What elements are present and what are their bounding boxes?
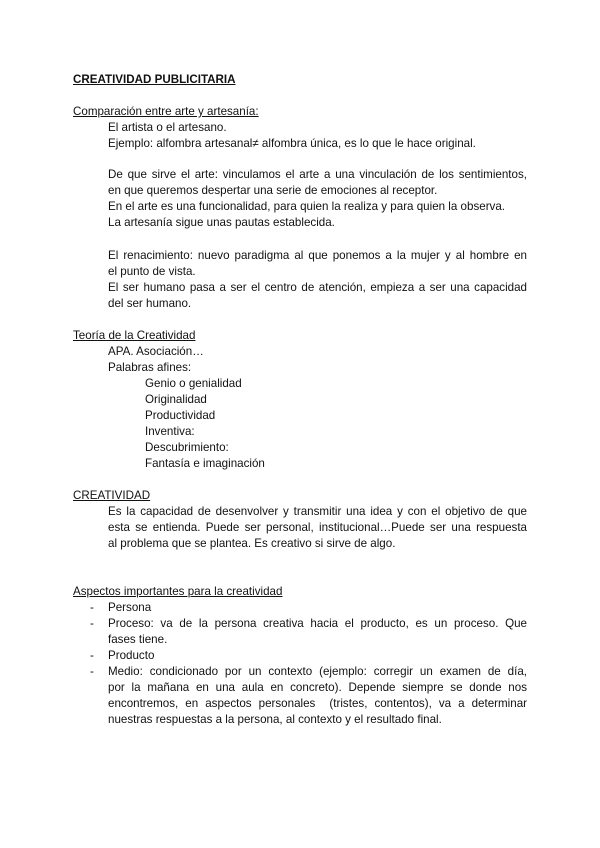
paragraph-line: en que queremos despertar una serie de emociones al receptor. <box>108 184 438 197</box>
paragraph-line: Palabras afines: <box>108 361 192 374</box>
section-heading-teoria: Teoría de la Creatividad <box>73 329 196 342</box>
list-item: Producto <box>108 649 155 662</box>
paragraph-line: De que sirve el arte: vinculamos el arte a una vinculación de los sentimientos, <box>108 168 527 181</box>
section-heading-arte-artesania: Comparación entre arte y artesanía: <box>73 105 259 118</box>
list-item-continuation: encontremos, en aspectos personales (tristes, contentos), va a determinar <box>108 697 527 710</box>
paragraph-line: al problema que se plantea. Es creativo si sirve de algo. <box>108 537 396 550</box>
bullet-marker: - <box>90 601 94 614</box>
document-title: CREATIVIDAD PUBLICITARIA <box>73 73 236 86</box>
list-item-continuation: nuestras respuestas a la persona, al contexto y el resultado final. <box>108 713 442 726</box>
bullet-marker: - <box>90 617 94 630</box>
section-heading-aspectos: Aspectos importantes para la creatividad <box>73 585 283 598</box>
paragraph-line: En el arte es una funcionalidad, para quien la realiza y para quien la observa. <box>108 200 506 213</box>
list-item: Genio o genialidad <box>145 377 242 390</box>
list-item-continuation: por la mañana en una aula en concreto). Depende siempre se donde nos <box>108 681 527 694</box>
paragraph-line: El artista o el artesano. <box>108 121 227 134</box>
list-item: Medio: condicionado por un contexto (ejemplo: corregir un examen de día, <box>108 665 527 678</box>
paragraph-line: Es la capacidad de desenvolver y transmitir una idea y con el objetivo de que <box>108 505 527 518</box>
paragraph-line: del ser humano. <box>108 297 192 310</box>
list-item: Descubrimiento: <box>145 441 229 454</box>
paragraph-line: APA. Asociación… <box>108 345 204 358</box>
paragraph-line: el punto de vista. <box>108 265 196 278</box>
paragraph-line: esta se entienda. Puede ser personal, institucional…Puede ser una respuesta <box>108 521 527 534</box>
list-item: Originalidad <box>145 393 207 406</box>
paragraph-line: El renacimiento: nuevo paradigma al que ponemos a la mujer y al hombre en <box>108 249 527 262</box>
paragraph-line: Ejemplo: alfombra artesanal≠ alfombra única, es lo que le hace original. <box>108 137 476 150</box>
list-item: Productividad <box>145 409 216 422</box>
list-item-continuation: fases tiene. <box>108 633 168 646</box>
list-item: Inventiva: <box>145 425 195 438</box>
list-item: Persona <box>108 601 152 614</box>
paragraph-line: El ser humano pasa a ser el centro de atención, empieza a ser una capacidad <box>108 281 527 294</box>
paragraph-line: La artesanía sigue unas pautas establecida. <box>108 216 335 229</box>
section-heading-creatividad: CREATIVIDAD <box>73 489 151 502</box>
bullet-marker: - <box>90 649 94 662</box>
bullet-marker: - <box>90 665 94 678</box>
list-item: Proceso: va de la persona creativa hacia el producto, es un proceso. Que <box>108 617 527 630</box>
list-item: Fantasía e imaginación <box>145 457 265 470</box>
